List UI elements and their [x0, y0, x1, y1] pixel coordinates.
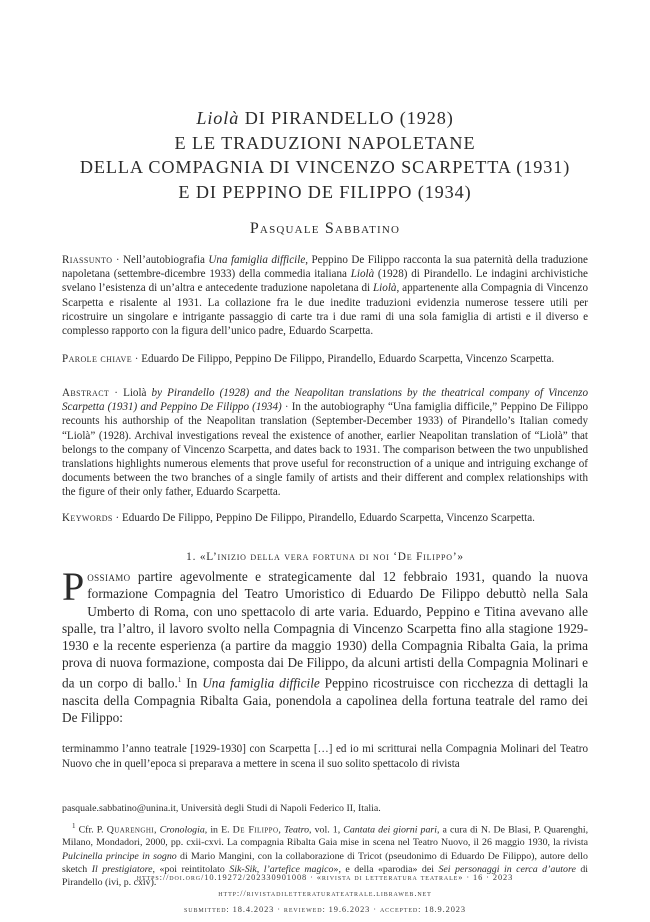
- doi-line[interactable]: https://doi.org/10.19272/202330901008 · «rivista di letteratura teatrale» · 16 · 2023: [136, 873, 514, 882]
- title-line-2: E LE TRADUZIONI NAPOLETANE: [174, 132, 476, 153]
- parole-chiave: Parole chiave · Eduardo De Filippo, Peppino De Filippo, Pirandello, Eduardo Scarpetta, Vincenzo Scarpetta.: [62, 353, 555, 365]
- affiliation-line: pasquale.sabbatino@unina.it, Università degli Studi di Napoli Federico II, Italia.: [62, 803, 381, 814]
- block-quote: terminammo l’anno teatrale [1929-1930] con Scarpetta […] ed io mi scritturai nella Compagnia Molinari del Teatro Nuovo che in quell’epoca si preparava a mettere in scena il suo solito spettacolo di rivista: [62, 743, 588, 770]
- riassunto: Riassunto · Nell’autobiografia Una famiglia difficile, Peppino De Filippo racconta la sua paternità della traduzione napoletana (settembre-dicembre 1933) della commedia italiana Liolà (1928) di Pirandello. Le indagini archivistiche svelano l’esistenza di un’altra e antecedente traduzione napoletana di Liolà, appartenente alla Compagnia di Vincenzo Scarpetta e risalente al 1931. La collazione fra le due inedite traduzioni evidenzia numerose tessere utili per ricostruire un singolare e intrigante passaggio di carte tra i due rami di una sola famiglia di artisti e il diverso e complesso rapporto con la figura dell’unico padre, Eduardo Scarpetta.: [62, 254, 588, 338]
- journal-url[interactable]: http://rivistadiletteraturateatrale.libraweb.net: [218, 889, 432, 898]
- title-line-1: Liolà DI PIRANDELLO (1928): [196, 108, 454, 128]
- author-name: Pasquale Sabbatino: [249, 220, 401, 237]
- footnote-marker[interactable]: 1: [177, 675, 182, 684]
- submission-dates: submitted: 18.4.2023 · reviewed: 19.6.2023 · accepted: 18.9.2023: [184, 905, 466, 914]
- parole-chiave-label: Parole chiave: [62, 353, 132, 365]
- section-heading: 1. «L’inizio della vera fortuna di noi ‘De Filippo’»: [186, 551, 464, 563]
- keywords: Keywords · Eduardo De Filippo, Peppino De Filippo, Pirandello, Eduardo Scarpetta, Vincenzo Scarpetta.: [62, 512, 535, 524]
- keywords-label: Keywords: [62, 512, 113, 524]
- abstract-label: Abstract: [62, 387, 110, 399]
- drop-cap: P: [62, 564, 85, 609]
- footnote-1: $^1$ Cfr. P. Quarenghi, Cronologia, in E. De Filippo, Teatro, vol. 1, Cantata dei giorni pari, a cura di N. De Blasi, P. Quarenghi, Milano, Mondadori, 2000, pp. cxii-cxvi. La compagnia Ribalta Gaia mise in scena nel Teatro Nuovo, il 26 maggio 1930, la rivista Pulcinella principe in sogno di Mario Mangini, con la collaborazione di Tricot (pseudonimo di Eduardo De Filippo), autore dello sketch Il prestigiatore, «poi reintitolato Sik-Sik, l’artefice magico», e della «parodia» dei Sei personaggi in cerca d’autore di Pirandello (ivi, p. cxiv).: [62, 822, 589, 888]
- riassunto-label: Riassunto: [62, 254, 113, 266]
- abstract: Abstract · Liolà by Pirandello (1928) and the Neapolitan translations by the theatrical company of Vincenzo Scarpetta (1931) and Peppino De Filippo (1934) · In the autobiography “Una famiglia difficile,” Peppino De Filippo recounts his authorship of the Neapolitan translation (September-December 1933) of Pirandello’s Italian comedy “Liolà” (1928). Archival investigations reveal the existence of another, earlier Neapolitan translation of “Liolà” that belongs to the company of Vincenzo Scarpetta, and dates back to 1931. The comparison between the two unpublished translations highlights numerous elements that prove useful for reconstruction of a unique and intriguing exchange of documents between the two branches of a single family of artists and their different and complex relationships with the figure of their only father, Eduardo Scarpetta.: [62, 387, 589, 499]
- title-line-3: DELLA COMPAGNIA DI VINCENZO SCARPETTA (1931): [79, 157, 571, 177]
- body-paragraph: Possiamo partire agevolmente e strategicamente dal 12 febbraio 1931, quando la nuova formazione Compagnia del Teatro Umoristico di Eduardo De Filippo debuttò nella Sala Umberto di Roma, con uno spettacolo di arte varia. Eduardo, Peppino e Titina avevano alle spalle, tra l’altro, il lavoro svolto nella Compagnia di Vincenzo Scarpetta fino alla stagione 1929-1930 e la recente esperienza (a partire da maggio 1930) della Compagnia Ribalta Gaia, la prima prova di nuova formazione, composta dai De Filippo, da alcuni artisti della Compagnia Molinari e da un corpo di ballo.$^1$ In Una famiglia difficile Peppino ricostruisce con ricchezza di dettagli la nascita della Compagnia Ribalta Gaia, ponendola a capolinea della fortuna teatrale del ramo dei De Filippo:: [62, 564, 588, 725]
- title-line-4: E DI PEPPINO DE FILIPPO (1934): [178, 181, 472, 202]
- article-title: [40, 106, 610, 204]
- title-play-name: Liolà: [196, 108, 240, 128]
